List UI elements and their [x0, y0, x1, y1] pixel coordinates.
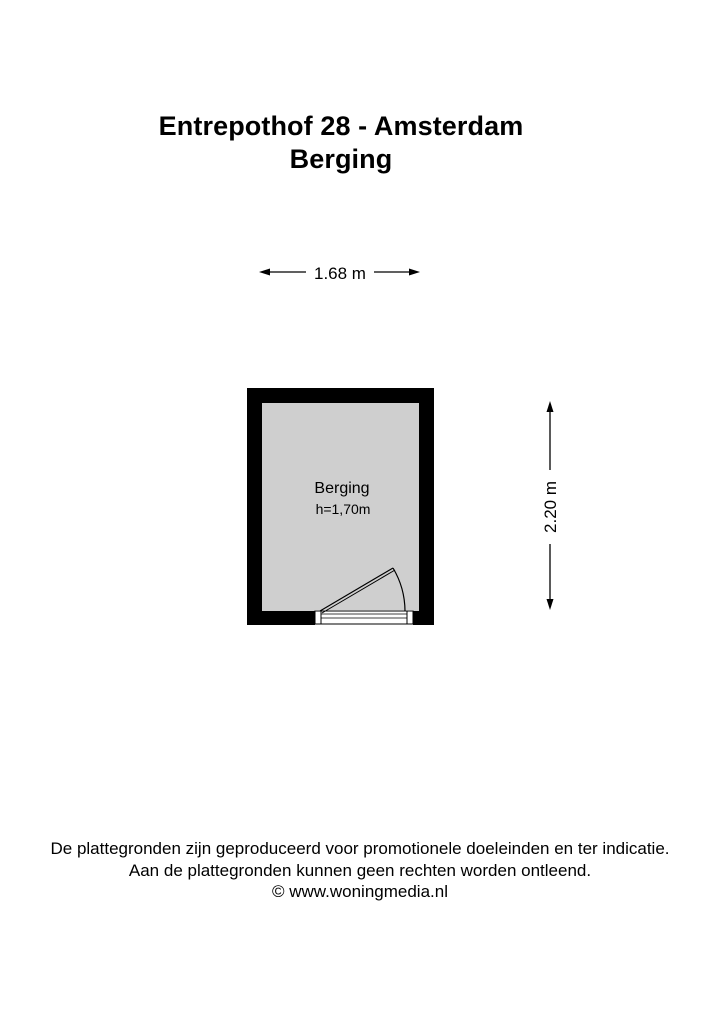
- disclaimer-line-2: Aan de plattegronden kunnen geen rechten worden ontleend.: [128, 861, 592, 880]
- height-dimension-label: 2.20 m: [541, 481, 560, 533]
- width-dimension: [259, 264, 420, 283]
- arrow-down-icon: [547, 599, 554, 610]
- arrow-left-icon: [259, 269, 270, 276]
- height-dimension: [541, 401, 560, 610]
- width-dimension-label: 1.68 m: [314, 264, 366, 283]
- room-name-label: Berging: [314, 480, 370, 497]
- copyright-link[interactable]: © www.woningmedia.nl: [272, 882, 448, 901]
- door-opening: [315, 610, 413, 625]
- page-title: Entrepothof 28 - Amsterdam: [158, 111, 524, 141]
- disclaimer-line-1: De plattegronden zijn geproduceerd voor promotionele doeleinden en ter indicatie.: [50, 839, 670, 858]
- room-berging: [247, 388, 434, 625]
- page-subtitle: Berging: [289, 144, 393, 174]
- room-height-label: h=1,70m: [315, 501, 371, 517]
- arrow-right-icon: [409, 269, 420, 276]
- arrow-up-icon: [547, 401, 554, 412]
